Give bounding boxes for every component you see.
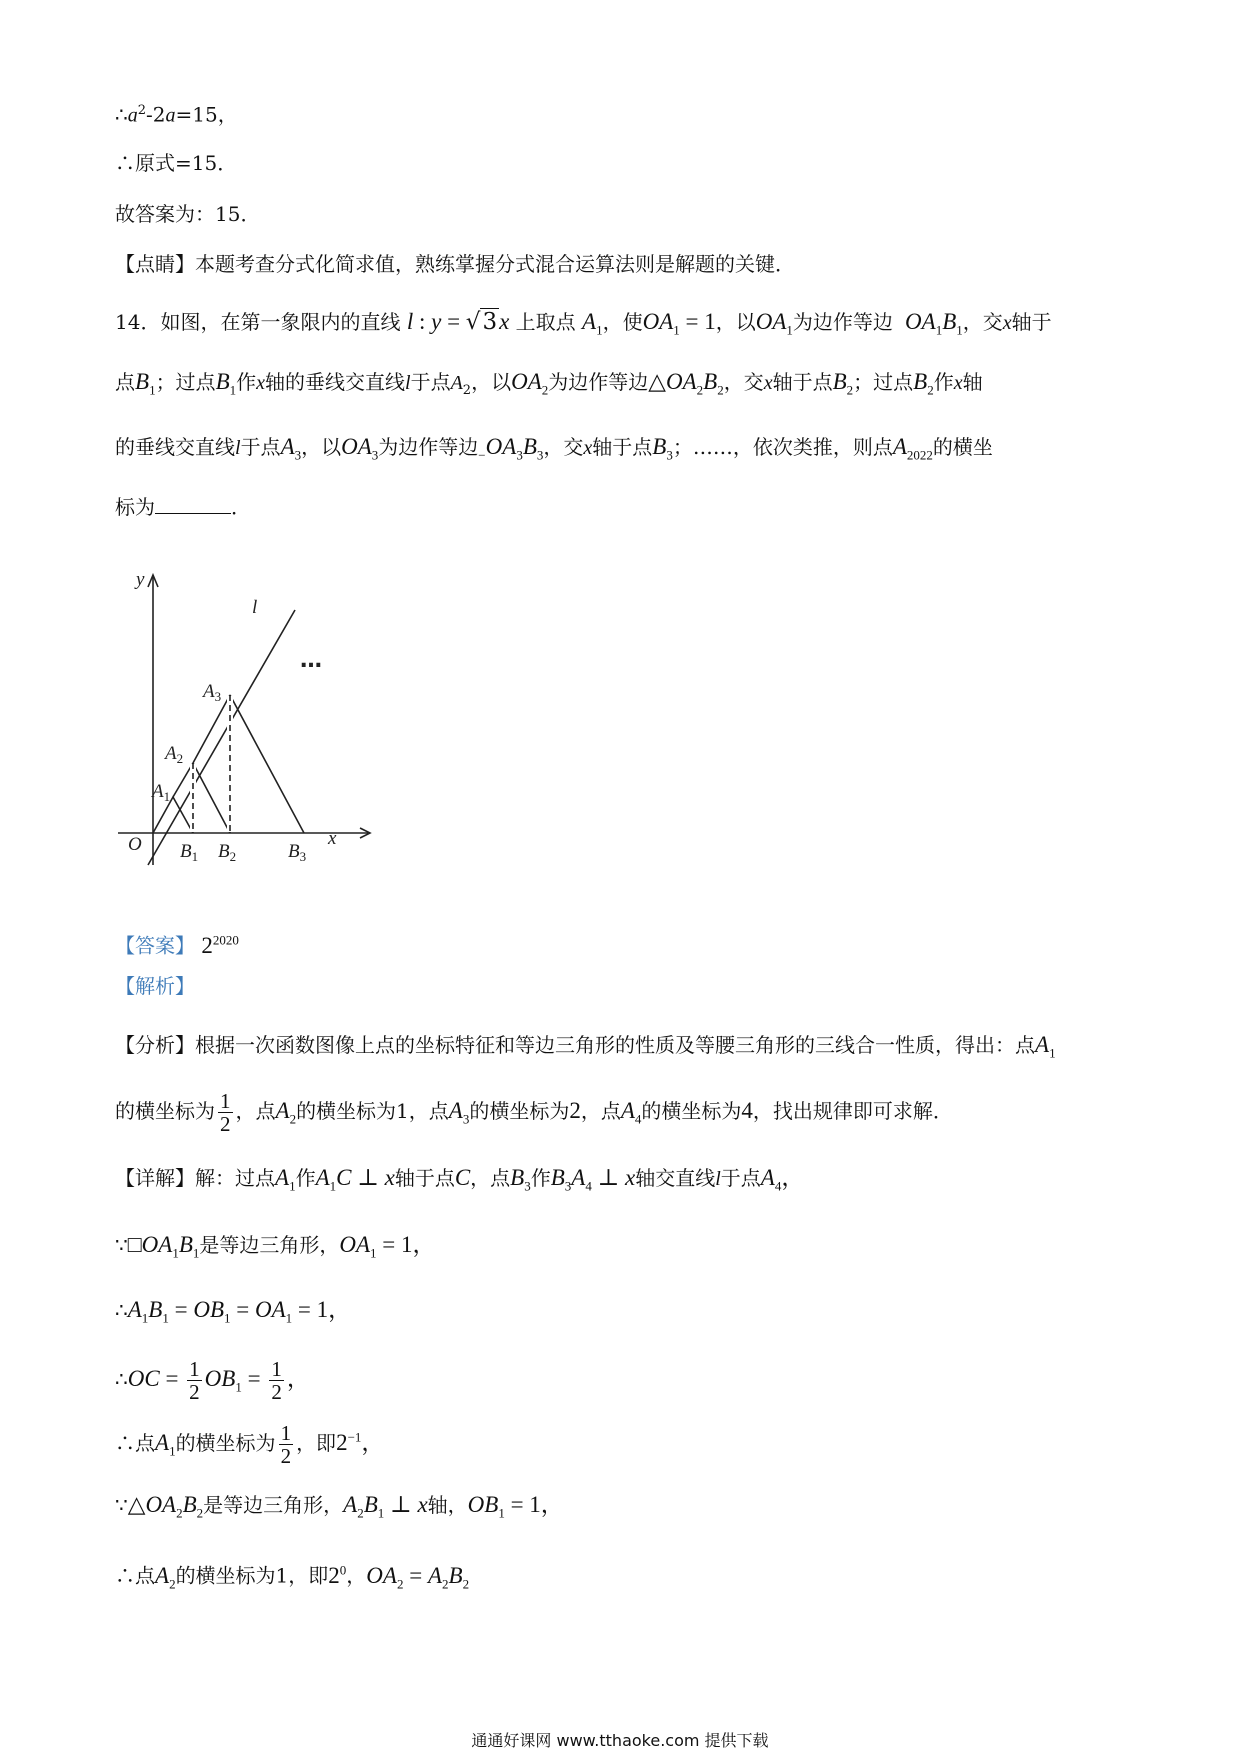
- math: $A_2$: [155, 1562, 176, 1592]
- var-a: a: [165, 104, 176, 127]
- text: 于点: [410, 370, 451, 394]
- line-l: [148, 610, 295, 865]
- therefore-symbol: ∴: [115, 1298, 128, 1322]
- text: ．: [231, 495, 251, 519]
- text: 的横坐标为: [175, 1431, 276, 1455]
- text: 轴，: [427, 1493, 468, 1517]
- text: 是等边三角形，: [203, 1493, 344, 1517]
- text: 为边作等边: [792, 310, 893, 334]
- math: $B_3$: [652, 434, 673, 463]
- fraction-half: $\frac{1}{2}$: [271, 1357, 282, 1404]
- segment: [193, 695, 230, 763]
- label-A1: $A_1$: [152, 781, 171, 804]
- because-symbol: ∵: [115, 1233, 128, 1257]
- problem-line-4: [115, 492, 1130, 522]
- text: 为边作等边: [548, 370, 649, 394]
- math: $\triangle OA_2B_2$: [127, 1492, 204, 1521]
- math: $□OA_1B_1$: [127, 1232, 200, 1261]
- math: $OB_1$ =: [204, 1366, 267, 1395]
- problem-line-3: [115, 432, 1130, 471]
- math: $\triangle OA_2B_2$: [648, 369, 724, 398]
- line-2: ∴原式=15．: [115, 151, 238, 175]
- text: 14．如图，在第一象限内的直线: [115, 310, 401, 334]
- label-B3: $B_3$: [288, 841, 307, 864]
- line-3: 故答案为：15．: [115, 202, 261, 226]
- math: 4: [741, 1098, 753, 1123]
- math: $OA_1$: [755, 309, 793, 338]
- text: 的横坐标为: [469, 1099, 570, 1123]
- text: ，找出规律即可求解．: [752, 1099, 953, 1123]
- math: $B_3A_4$ ⊥ x: [550, 1165, 636, 1194]
- text: ，使: [602, 310, 643, 334]
- text: 的横坐标为: [641, 1099, 742, 1123]
- analysis-line-2: [115, 1090, 1130, 1135]
- label-O: O: [128, 834, 142, 855]
- text: 作: [236, 370, 257, 394]
- text: ，点: [470, 1166, 511, 1190]
- text: 轴于点: [772, 370, 833, 394]
- var-a: a: [127, 104, 138, 127]
- math: $B_3$: [510, 1165, 531, 1194]
- detail-line-2: [115, 1230, 1130, 1269]
- text: 【分析】根据一次函数图像上点的坐标特征和等边三角形的性质及等腰三角形的三线合一性质，得出：点: [115, 1033, 1035, 1057]
- text: ，以: [471, 370, 512, 394]
- text: ，点: [235, 1099, 276, 1123]
- math: $OA_1 = 1$: [642, 309, 716, 338]
- text: 轴: [962, 370, 983, 394]
- answer-blank: [155, 495, 231, 514]
- line-1: [115, 96, 1130, 131]
- text: 轴于点: [592, 435, 653, 459]
- text: ；……，依次类推，则点: [672, 435, 893, 459]
- math: $A_3$: [280, 434, 302, 463]
- math: $A_1$: [155, 1430, 176, 1459]
- therefore-symbol: ∴: [115, 1367, 128, 1391]
- math: $OB_1 = 1$，: [467, 1492, 564, 1521]
- text: ，以: [301, 435, 342, 459]
- equals-15: =15，: [175, 102, 238, 127]
- math: l: [715, 1168, 721, 1190]
- math: $A_1$: [582, 309, 603, 338]
- text: ；过点: [853, 370, 914, 394]
- label: 【解析】: [115, 974, 195, 998]
- detail-line-1: [115, 1163, 1130, 1202]
- math: $2^{-1}$，: [336, 1429, 385, 1455]
- text: 作: [530, 1166, 551, 1190]
- math: l: [405, 372, 411, 394]
- text: 的横坐: [932, 435, 993, 459]
- analysis-line-1: [115, 1030, 1130, 1069]
- text: ，交: [543, 435, 584, 459]
- label-B1: $B_1$: [180, 841, 199, 864]
- text: 于点: [240, 435, 281, 459]
- text: 轴交直线: [635, 1166, 716, 1190]
- text: ，即: [296, 1431, 337, 1455]
- answer-line: [115, 925, 1130, 961]
- text: 上取点: [515, 310, 576, 334]
- text: 点: [115, 370, 135, 394]
- therefore-symbol: ∴: [115, 102, 128, 127]
- text: 作: [295, 1166, 316, 1190]
- text: 为边作等边: [378, 435, 479, 459]
- exponent: 2: [137, 103, 147, 118]
- math: $B_1$: [135, 369, 156, 398]
- math: $B_1$: [215, 369, 237, 398]
- math: $A_1$: [1035, 1032, 1056, 1061]
- detail-line-3: [115, 1295, 1130, 1334]
- math: $_-OA_3B_3$: [478, 434, 544, 463]
- problem-line-2: 点$B_1$；过点$B_1$作x轴的垂线交直线l于点$A_2$，以$OA_2$为边作等边$\triangle OA_2B_2$，交x轴于点$B_2$；过点$B_2$作x轴: [115, 369, 983, 398]
- detail-line-4: [115, 1358, 1130, 1403]
- text: 的横坐标为: [115, 1099, 215, 1123]
- text: 轴于点: [394, 1166, 455, 1190]
- math: $2^0$: [328, 1562, 347, 1588]
- line-equation: l : y = √3x: [406, 309, 510, 335]
- math: 2: [569, 1098, 581, 1123]
- text: 标为: [115, 495, 155, 519]
- math: x: [256, 372, 266, 394]
- text: 的垂线交直线: [115, 435, 235, 459]
- math: $OA_1B_1$: [905, 309, 963, 338]
- minus-two: -2: [146, 102, 166, 127]
- text: 【详解】解：过点: [115, 1166, 275, 1190]
- label-x: x: [328, 828, 337, 849]
- math: x: [953, 372, 963, 394]
- label-l: l: [252, 597, 258, 618]
- triangle-oa2b2: [193, 763, 230, 833]
- text: ，交: [962, 310, 1003, 334]
- text: 是等边三角形，: [199, 1233, 340, 1257]
- math: ，: [286, 1366, 310, 1391]
- label-A3: $A_3$: [203, 681, 222, 704]
- text: 的横坐标为1，即: [175, 1563, 329, 1588]
- ellipsis: …: [300, 648, 322, 673]
- fraction-half: $\frac{1}{2}$: [220, 1089, 231, 1136]
- math: $OA_2$: [511, 369, 549, 398]
- math: x: [583, 437, 593, 459]
- math: $OA_1 = 1$，: [339, 1232, 436, 1261]
- problem-line-1: [115, 307, 1130, 346]
- answer-label: 【答案】: [115, 933, 195, 958]
- triangle-oa3b3: [230, 695, 304, 833]
- text: ∴点: [115, 1563, 155, 1588]
- text: ，以: [715, 310, 756, 334]
- math: OC =: [127, 1366, 185, 1391]
- math: $A_4$: [620, 1098, 642, 1127]
- geometry-figure: [118, 565, 398, 875]
- math: $A_{2022}$: [892, 434, 933, 463]
- detail-line-6: [115, 1490, 1130, 1529]
- because-symbol: ∵: [115, 1493, 128, 1517]
- dianjing-line: 【点睛】本题考查分式化简求值，熟练掌握分式混合运算法则是解题的关键．: [115, 252, 795, 276]
- math: $A_3$: [448, 1098, 470, 1127]
- answer-value: $2^{2020}$: [201, 932, 239, 958]
- math: $A_2$: [275, 1098, 297, 1127]
- detail-line-5: [115, 1422, 1130, 1467]
- footer: 通通好课网 www.tthaoke.com 提供下载: [471, 1731, 769, 1750]
- triangle-oa1b1: [153, 797, 193, 833]
- text: ，: [346, 1563, 367, 1588]
- label-B2: $B_2$: [218, 841, 237, 864]
- math: $A_2B_1$ ⊥ x: [343, 1492, 428, 1521]
- text: 轴于: [1011, 310, 1052, 334]
- math: $OA_3$: [341, 434, 379, 463]
- math: l: [235, 437, 241, 459]
- label-y: y: [136, 569, 145, 590]
- analysis-label: [115, 971, 1130, 1001]
- math: $B_2$: [913, 369, 934, 398]
- math: $A_1C$ ⊥ x: [315, 1165, 395, 1194]
- text: ，交: [723, 370, 764, 394]
- math: x: [763, 372, 773, 394]
- math: $A_1B_1 = OB_1 = OA_1 = 1$，: [127, 1297, 352, 1326]
- text: ；过点: [155, 370, 216, 394]
- text: ∴点: [115, 1431, 155, 1455]
- math: A: [450, 372, 463, 394]
- text: 轴的垂线交直线: [265, 370, 406, 394]
- fraction-half: $\frac{1}{2}$: [280, 1421, 292, 1468]
- text: 于点: [720, 1166, 761, 1190]
- math: $A_4$，: [760, 1165, 805, 1194]
- fraction-half: $\frac{1}{2}$: [189, 1357, 200, 1404]
- detail-line-7: [115, 1555, 1130, 1599]
- label-A2: $A_2$: [165, 743, 184, 766]
- text: 的横坐标为1，点: [296, 1099, 449, 1123]
- math: $A_1$: [275, 1165, 296, 1194]
- math: C: [454, 1165, 471, 1190]
- text: 作: [933, 370, 954, 394]
- text: ，点: [580, 1099, 621, 1123]
- math: $B_2$: [832, 369, 854, 398]
- math: x: [1002, 312, 1012, 334]
- math: $OA_2 = A_2B_2$: [366, 1562, 470, 1592]
